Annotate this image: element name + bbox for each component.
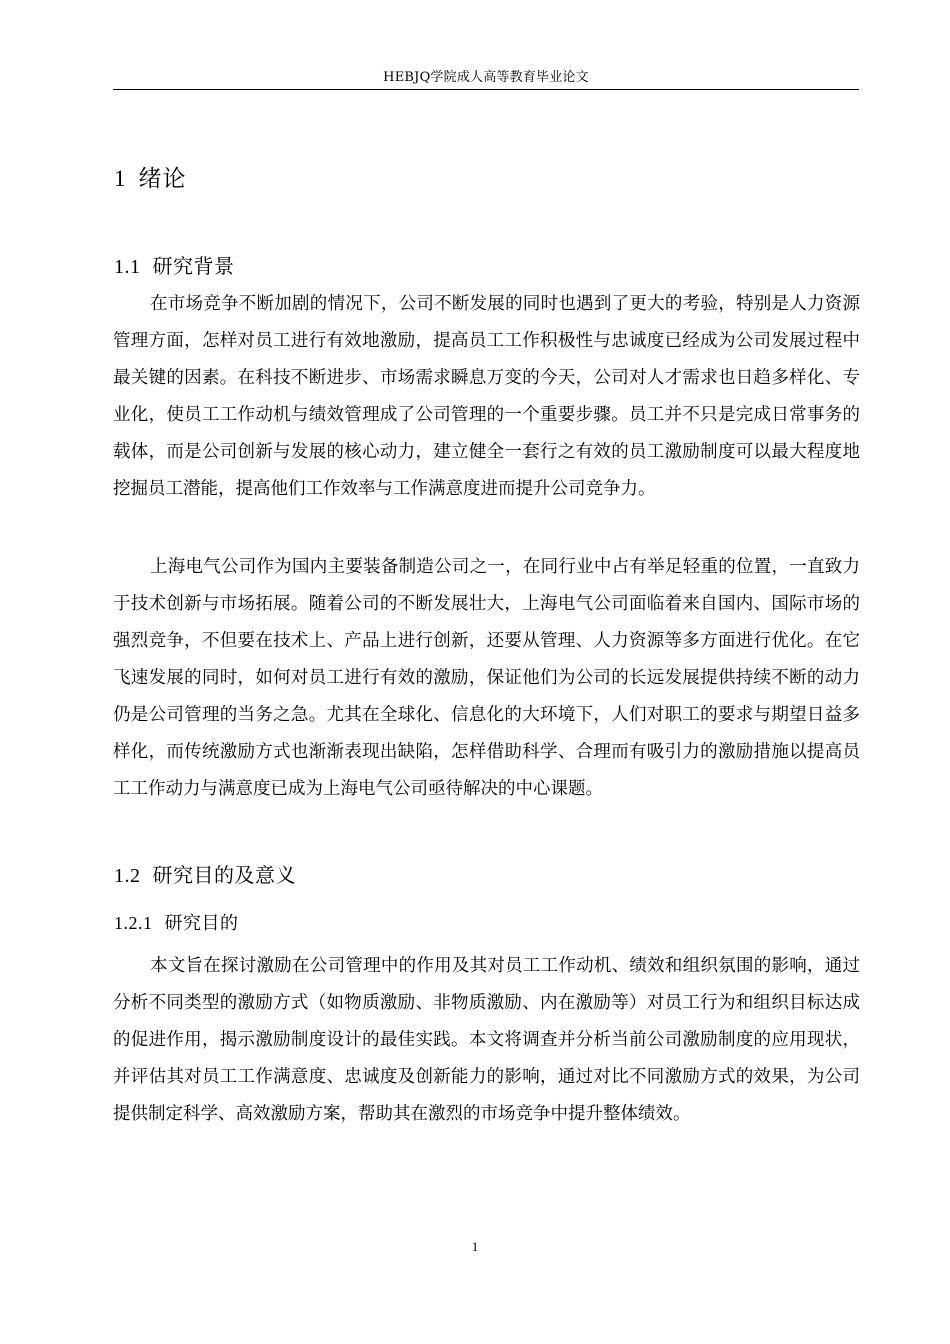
chapter-heading [114, 160, 187, 193]
section-number: 1.1 [114, 256, 141, 278]
section-heading-1-1 [114, 250, 235, 279]
chapter-number: 1 [114, 166, 127, 191]
subsection-heading-1-2-1 [114, 909, 239, 935]
running-header: HEBJQ学院成人高等教育毕业论文 [383, 70, 589, 85]
subsection-number: 1.2.1 [114, 913, 153, 933]
paragraph-purpose-1: 本文旨在探讨激励在公司管理中的作用及其对员工工作动机、绩效和组织氛围的影响，通过分析不同类型的激励方式（如物质激励、非物质激励、内在激励等）对员工行为和组织目标达成的促进作用，揭示激励制度设计的最佳实践。本文将调查并分析当前公司激励制度的应用现状，并评估其对员工工作满意度、忠诚度及创新能力的影响，通过对比不同激励方式的效果，为公司提供制定科学、高效激励方案，帮助其在激烈的市场竞争中提升整体绩效。 [113, 956, 860, 1124]
section-title: 研究背景 [152, 254, 235, 278]
chapter-title: 绪论 [138, 166, 187, 192]
section-title: 研究目的及意义 [152, 863, 296, 887]
section-heading-1-2 [114, 859, 296, 888]
page-number: 1 [471, 1239, 479, 1254]
section-number: 1.2 [114, 865, 141, 887]
paragraph-background-2: 上海电气公司作为国内主要装备制造公司之一，在同行业中占有举足轻重的位置，一直致力于技术创新与市场拓展。随着公司的不断发展壮大，上海电气公司面临着来自国内、国际市场的强烈竞争，不但要在技术上、产品上进行创新，还要从管理、人力资源等多方面进行优化。在它飞速发展的同时，如何对员工进行有效的激励，保证他们为公司的长远发展提供持续不断的动力仍是公司管理的当务之急。尤其在全球化、信息化的大环境下，人们对职工的要求与期望日益多样化，而传统激励方式也渐渐表现出缺陷，怎样借助科学、合理而有吸引力的激励措施以提高员工工作动力与满意度已成为上海电气公司亟待解决的中心课题。 [113, 557, 860, 799]
paragraph-background-1: 在市场竞争不断加剧的情况下，公司不断发展的同时也遇到了更大的考验，特别是人力资源管理方面，怎样对员工进行有效地激励，提高员工工作积极性与忠诚度已经成为公司发展过程中最关键的因素。在科技不断进步、市场需求瞬息万变的今天，公司对人才需求也日趋多样化、专业化，使员工工作动机与绩效管理成了公司管理的一个重要步骤。员工并不只是完成日常事务的载体，而是公司创新与发展的核心动力，建立健全一套行之有效的员工激励制度可以最大程度地挖掘员工潜能，提高他们工作效率与工作满意度进而提升公司竞争力。 [113, 294, 860, 499]
header-divider [113, 89, 859, 90]
subsection-title: 研究目的 [164, 913, 239, 934]
